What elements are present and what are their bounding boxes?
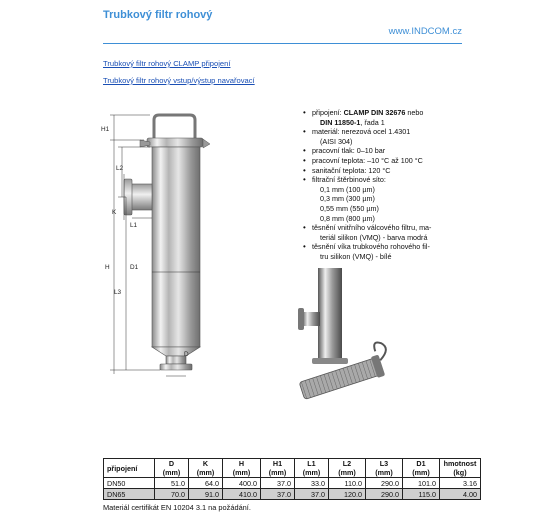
link-clamp[interactable]: Trubkový filtr rohový CLAMP připojení [103,59,231,68]
table-cell: 410.0 [223,489,261,500]
label-l2: L2 [116,165,124,172]
table-cell: 33.0 [295,478,329,489]
header-divider [103,43,462,44]
spec-item: • sanitační teplota: 120 °C [302,166,472,176]
spec-item: • těsnění víka trubkového rohového fil- [302,242,472,252]
header-connection: připojení [104,459,155,478]
header-l2: L2 (mm) [329,459,366,478]
table-cell: 110.0 [329,478,366,489]
label-k: K [112,209,117,216]
table-cell: 120.0 [329,489,366,500]
table-cell: 64.0 [189,478,223,489]
label-l3: L3 [114,289,122,296]
spec-item: • připojení: CLAMP DIN 32676 nebo [302,108,472,118]
header-d1: D1 (mm) [403,459,440,478]
header-k: K (mm) [189,459,223,478]
label-d1: D1 [130,264,139,271]
spec-item: 0,1 mm (100 µm) [320,184,375,194]
label-l1: L1 [130,222,138,229]
table-cell: 37.0 [295,489,329,500]
page-title: Trubkový filtr rohový [103,9,213,21]
spec-item: • filtrační štěrbinové síto: [302,175,472,185]
website-label: www.INDCOM.cz [388,26,462,37]
label-d: D [184,351,189,358]
table-cell: 37.0 [261,489,295,500]
header-h1: H1 (mm) [261,459,295,478]
table-cell: 37.0 [261,478,295,489]
header-l3: L3 (mm) [366,459,403,478]
table-row [104,489,481,500]
table-cell: 70.0 [155,489,189,500]
table-row [104,478,481,489]
table-cell: 115.0 [403,489,440,500]
table-cell: DN50 [104,478,155,489]
certificate-note: Materiál certifikát EN 10204 3.1 na požádání. [103,503,251,512]
product-photo [290,268,400,408]
table-cell: 4.00 [440,489,481,500]
spec-item: (AISI 304) [320,136,353,146]
label-h: H [105,264,110,271]
spec-item: • těsnění vnitřního válcového filtru, ma- [302,223,472,233]
spec-list [302,108,472,262]
spec-item: • materiál: nerezová ocel 1.4301 [302,127,472,137]
table-cell: 51.0 [155,478,189,489]
link-welded[interactable]: Trubkový filtr rohový vstup/výstup navařovací [103,76,255,85]
spec-item: 0,55 mm (550 µm) [320,203,379,213]
label-h1: H1 [101,126,110,133]
header-l1: L1 (mm) [295,459,329,478]
table-cell: 101.0 [403,478,440,489]
spec-item: teriál silikon (VMQ) - barva modrá [320,232,428,242]
spec-item: DIN 11850-1, řada 1 [320,117,385,127]
spec-item: • pracovní tlak: 0–10 bar [302,146,472,156]
spec-item: • pracovní teplota: –10 °C až 100 °C [302,156,472,166]
technical-drawing [100,112,210,382]
header-weight: hmotnost (kg) [440,459,481,478]
spec-item: 0,3 mm (300 µm) [320,194,375,204]
table-cell: 290.0 [366,478,403,489]
table-cell: DN65 [104,489,155,500]
table-cell: 400.0 [223,478,261,489]
table-cell: 290.0 [366,489,403,500]
dimensions-table [103,458,481,500]
spec-item: 0,8 mm (800 µm) [320,213,375,223]
table-cell: 3.16 [440,478,481,489]
table-header-row [104,459,481,478]
header-d: D (mm) [155,459,189,478]
header-h: H (mm) [223,459,261,478]
table-cell: 91.0 [189,489,223,500]
spec-item: tru silikon (VMQ) - bílé [320,251,392,261]
